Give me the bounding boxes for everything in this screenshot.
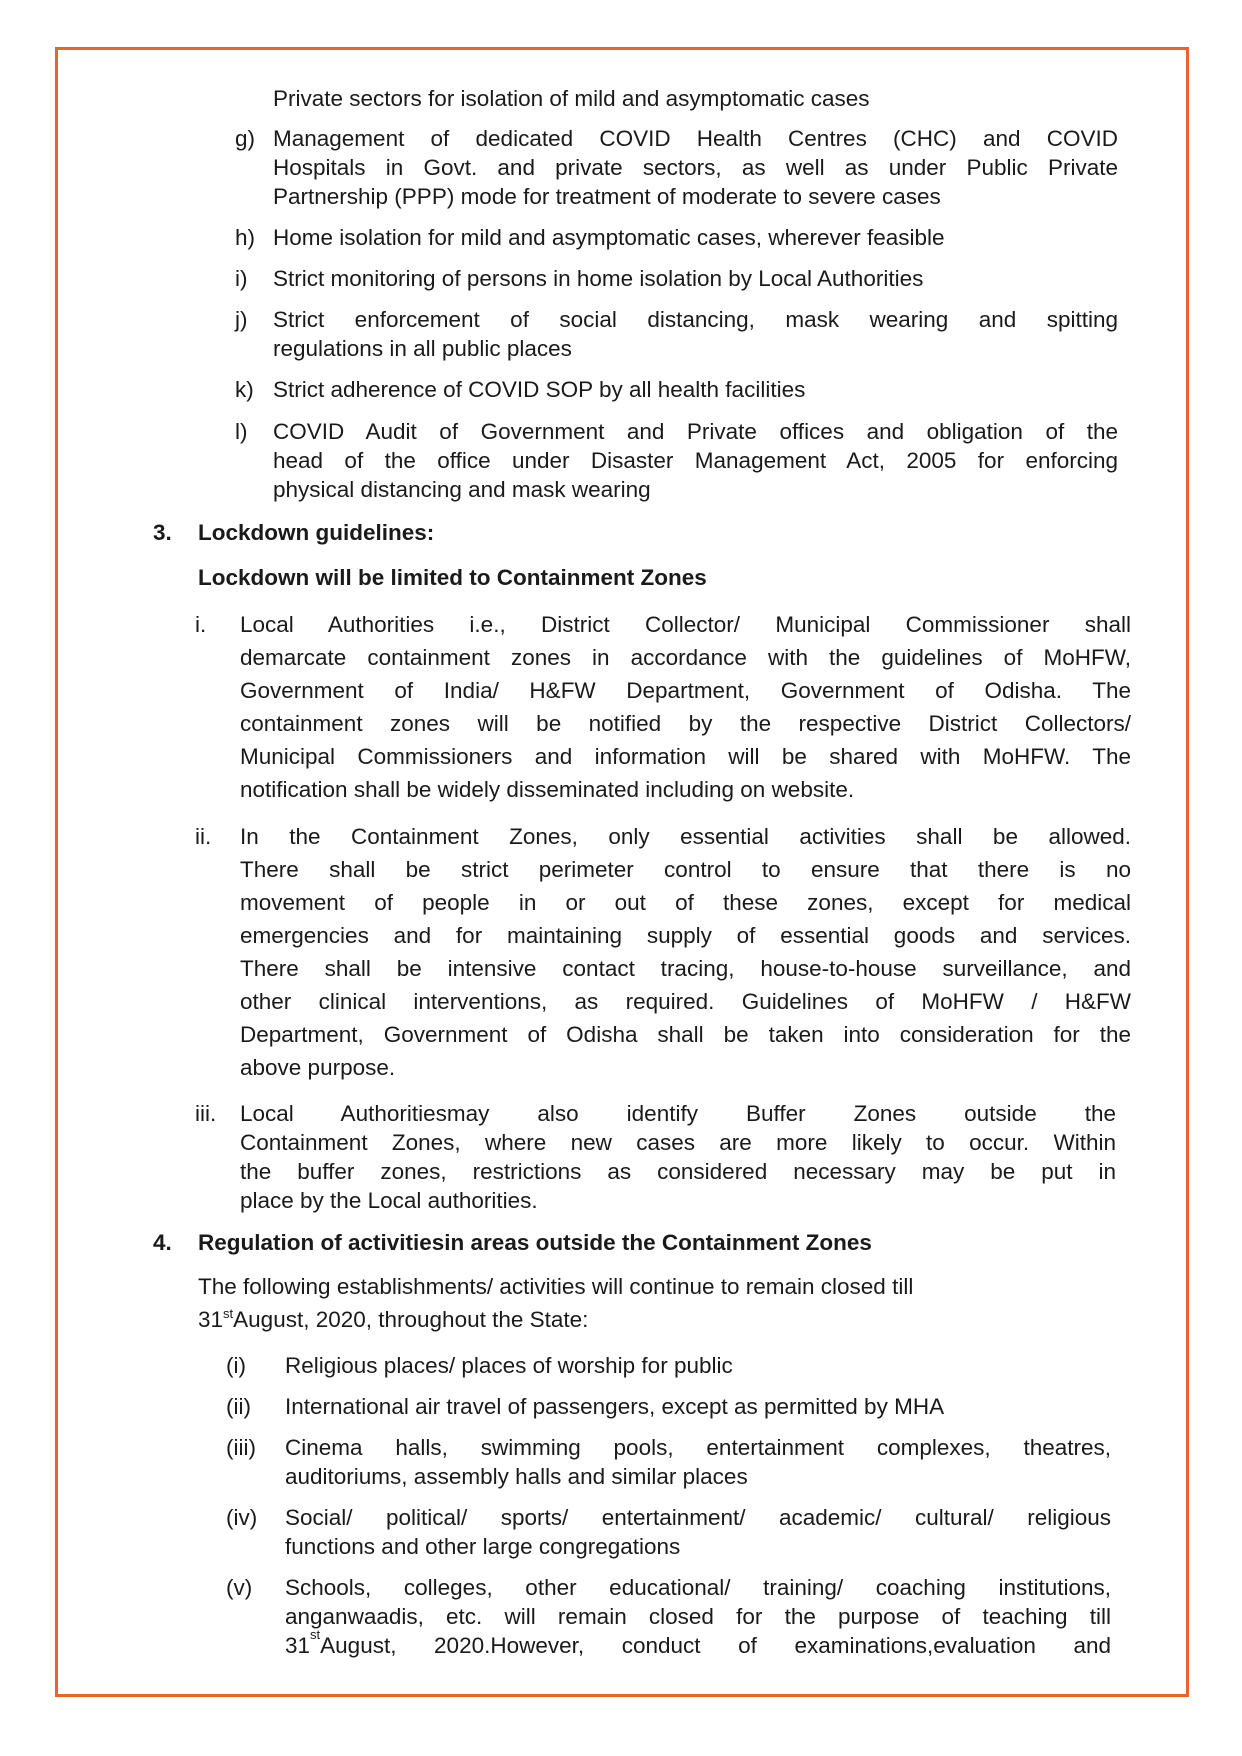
section-3-item-ii-label: ii.	[195, 824, 212, 849]
section-3-item-iii-line-1: Local Authoritiesmay also identify Buffer Zones outside the	[240, 1101, 1116, 1126]
section-3-item-i-line-4: containment zones will be notified by the respective District Collectors/	[240, 711, 1131, 736]
item-g-line-3: Partnership (PPP) mode for treatment of moderate to severe cases	[273, 184, 941, 209]
item-k-text: Strict adherence of COVID SOP by all health facilities	[273, 377, 806, 402]
section-4-item-i-label: (i)	[226, 1353, 246, 1378]
section-3-item-i-line-3: Government of India/ H&FW Department, Government of Odisha. The	[240, 678, 1131, 703]
section-4-intro-line-2: 31stAugust, 2020, throughout the State:	[198, 1306, 589, 1332]
section-3-item-ii-line-6: other clinical interventions, as required. Guidelines of MoHFW / H&FW	[240, 989, 1131, 1014]
section-4-item-v-line-2: anganwaadis, etc. will remain closed for the purpose of teaching till	[285, 1604, 1111, 1629]
section-4-item-iv-label: (iv)	[226, 1505, 258, 1530]
section-3-heading: Lockdown guidelines:	[198, 520, 435, 545]
item-h-text: Home isolation for mild and asymptomatic cases, wherever feasible	[273, 225, 945, 250]
section-4-item-ii-label: (ii)	[226, 1394, 251, 1419]
item-i-text: Strict monitoring of persons in home isolation by Local Authorities	[273, 266, 924, 291]
item-f-continuation: Private sectors for isolation of mild and asymptomatic cases	[273, 86, 870, 111]
section-4-item-iv-line-1: Social/ political/ sports/ entertainment/ academic/ cultural/ religious	[285, 1505, 1111, 1530]
item-k-label: k)	[235, 377, 254, 402]
section-4-item-iv-line-2: functions and other large congregations	[285, 1534, 681, 1559]
item-g-label: g)	[235, 126, 256, 151]
section-3-item-ii-line-4: emergencies and for maintaining supply of essential goods and services.	[240, 923, 1131, 948]
item-l-line-3: physical distancing and mask wearing	[273, 477, 651, 502]
section-4-intro-line-1: The following establishments/ activities will continue to remain closed till	[198, 1274, 914, 1299]
section-3-item-ii-line-5: There shall be intensive contact tracing, house-to-house surveillance, and	[240, 956, 1131, 981]
item-g-line-2: Hospitals in Govt. and private sectors, as well as under Public Private	[273, 155, 1118, 180]
item-i-label: i)	[235, 266, 248, 291]
section-3-item-i-line-5: Municipal Commissioners and information will be shared with MoHFW. The	[240, 744, 1131, 769]
item-l-label: l)	[235, 419, 248, 444]
section-4-item-i-text: Religious places/ places of worship for public	[285, 1353, 733, 1378]
section-4-number: 4.	[153, 1230, 172, 1255]
section-3-item-ii-line-1: In the Containment Zones, only essential activities shall be allowed.	[240, 824, 1131, 849]
item-h-label: h)	[235, 225, 256, 250]
section-4-item-v-label: (v)	[226, 1575, 253, 1600]
section-3-item-iii-line-2: Containment Zones, where new cases are more likely to occur. Within	[240, 1130, 1116, 1155]
section-3-item-iii-label: iii.	[195, 1101, 217, 1126]
section-3-number: 3.	[153, 520, 172, 545]
section-3-item-ii-line-7: Department, Government of Odisha shall be taken into consideration for the	[240, 1022, 1131, 1047]
item-j-line-1: Strict enforcement of social distancing, mask wearing and spitting	[273, 307, 1118, 332]
section-3-item-ii-line-2: There shall be strict perimeter control to ensure that there is no	[240, 857, 1131, 882]
item-j-label: j)	[235, 307, 248, 332]
item-g-line-1: Management of dedicated COVID Health Centres (CHC) and COVID	[273, 126, 1118, 151]
item-j-line-2: regulations in all public places	[273, 336, 572, 361]
section-3-item-i-line-1: Local Authorities i.e., District Collector/ Municipal Commissioner shall	[240, 612, 1131, 637]
section-4-item-iii-line-2: auditoriums, assembly halls and similar places	[285, 1464, 748, 1489]
section-4-item-iii-label: (iii)	[226, 1435, 256, 1460]
section-3-item-ii-line-8: above purpose.	[240, 1055, 396, 1080]
section-3-item-ii-line-3: movement of people in or out of these zones, except for medical	[240, 890, 1131, 915]
item-l-line-1: COVID Audit of Government and Private offices and obligation of the	[273, 419, 1118, 444]
section-3-item-i-line-2: demarcate containment zones in accordance with the guidelines of MoHFW,	[240, 645, 1131, 670]
section-3-item-i-line-6: notification shall be widely disseminated including on website.	[240, 777, 855, 802]
section-3-item-iii-line-3: the buffer zones, restrictions as considered necessary may be put in	[240, 1159, 1116, 1184]
section-4-heading: Regulation of activitiesin areas outside the Containment Zones	[198, 1230, 872, 1255]
section-3-subheading: Lockdown will be limited to Containment Zones	[198, 565, 707, 590]
section-4-item-v-line-1: Schools, colleges, other educational/ training/ coaching institutions,	[285, 1575, 1111, 1600]
item-l-line-2: head of the office under Disaster Management Act, 2005 for enforcing	[273, 448, 1118, 473]
section-4-item-ii-text: International air travel of passengers, except as permitted by MHA	[285, 1394, 945, 1419]
section-3-item-iii-line-4: place by the Local authorities.	[240, 1188, 538, 1213]
section-4-item-v-line-3: 31 st August, 2020.However, conduct of examinations,evaluation and	[285, 1627, 1111, 1658]
section-4-item-iii-line-1: Cinema halls, swimming pools, entertainment complexes, theatres,	[285, 1435, 1111, 1460]
section-3-item-i-label: i.	[195, 612, 207, 637]
